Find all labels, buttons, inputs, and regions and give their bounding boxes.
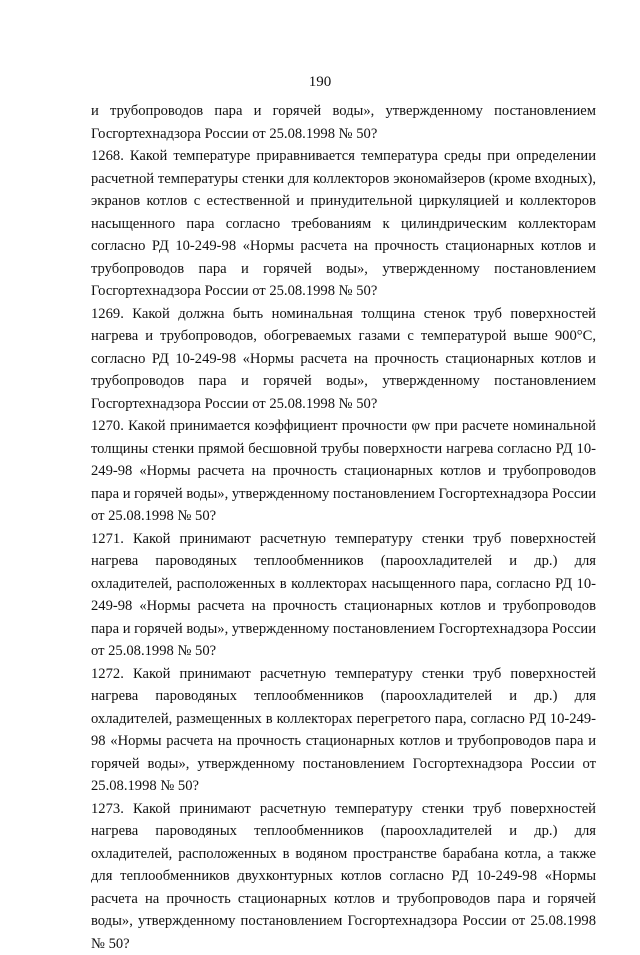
question-1270: 1270. Какой принимается коэффициент прочности φw при расчете номинальной толщины стенки прямой бесшовной трубы поверхности нагрева согласно РД 10-249-98 «Нормы расчета на прочность стационарных котлов и трубопроводов пара и горячей воды», утвержденному постановлением Госгортехнадзора России от 25.08.1998 № 50? — [91, 415, 596, 528]
question-1272: 1272. Какой принимают расчетную температуру стенки труб поверхностей нагрева пароводяных теплообменников (пароохладителей и др.) для охладителей, размещенных в коллекторах перегретого пара, согласно РД 10-249-98 «Нормы расчета на прочность стационарных котлов и трубопроводов пара и горячей воды», утвержденному постановлением Госгортехнадзора России от 25.08.1998 № 50? — [91, 663, 596, 798]
question-1271: 1271. Какой принимают расчетную температуру стенки труб поверхностей нагрева пароводяных теплообменников (пароохладителей и др.) для охладителей, расположенных в коллекторах насыщенного пара, согласно РД 10-249-98 «Нормы расчета на прочность стационарных котлов и трубопроводов пара и горячей воды», утвержденному постановлением Госгортехнадзора России от 25.08.1998 № 50? — [91, 528, 596, 663]
question-1269: 1269. Какой должна быть номинальная толщина стенок труб поверхностей нагрева и трубопроводов, обогреваемых газами с температурой выше 900°С, согласно РД 10-249-98 «Нормы расчета на прочность стационарных котлов и трубопроводов пара и горячей воды», утвержденному постановлением Госгортехнадзора России от 25.08.1998 № 50? — [91, 303, 596, 416]
question-text-block — [91, 100, 596, 955]
question-1273: 1273. Какой принимают расчетную температуру стенки труб поверхностей нагрева пароводяных теплообменников (пароохладителей и др.) для охладителей, расположенных в водяном пространстве барабана котла, а также для теплообменников двухконтурных котлов согласно РД 10-249-98 «Нормы расчета на прочность стационарных котлов и трубопроводов пара и горячей воды», утвержденному постановлением Госгортехнадзора России от 25.08.1998 № 50? — [91, 798, 596, 955]
paragraph-continuation: и трубопроводов пара и горячей воды», утвержденному постановлением Госгортехнадзора России от 25.08.1998 № 50? — [91, 100, 596, 145]
page-number: 190 — [0, 74, 640, 91]
question-1268: 1268. Какой температуре приравнивается температура среды при определении расчетной температуры стенки для коллекторов экономайзеров (кроме входных), экранов котлов с естественной и принудительной циркуляцией и коллекторов насыщенного пара согласно требованиям к цилиндрическим коллекторам согласно РД 10-249-98 «Нормы расчета на прочность стационарных котлов и трубопроводов пара и горячей воды», утвержденному постановлением Госгортехнадзора России от 25.08.1998 № 50? — [91, 145, 596, 303]
